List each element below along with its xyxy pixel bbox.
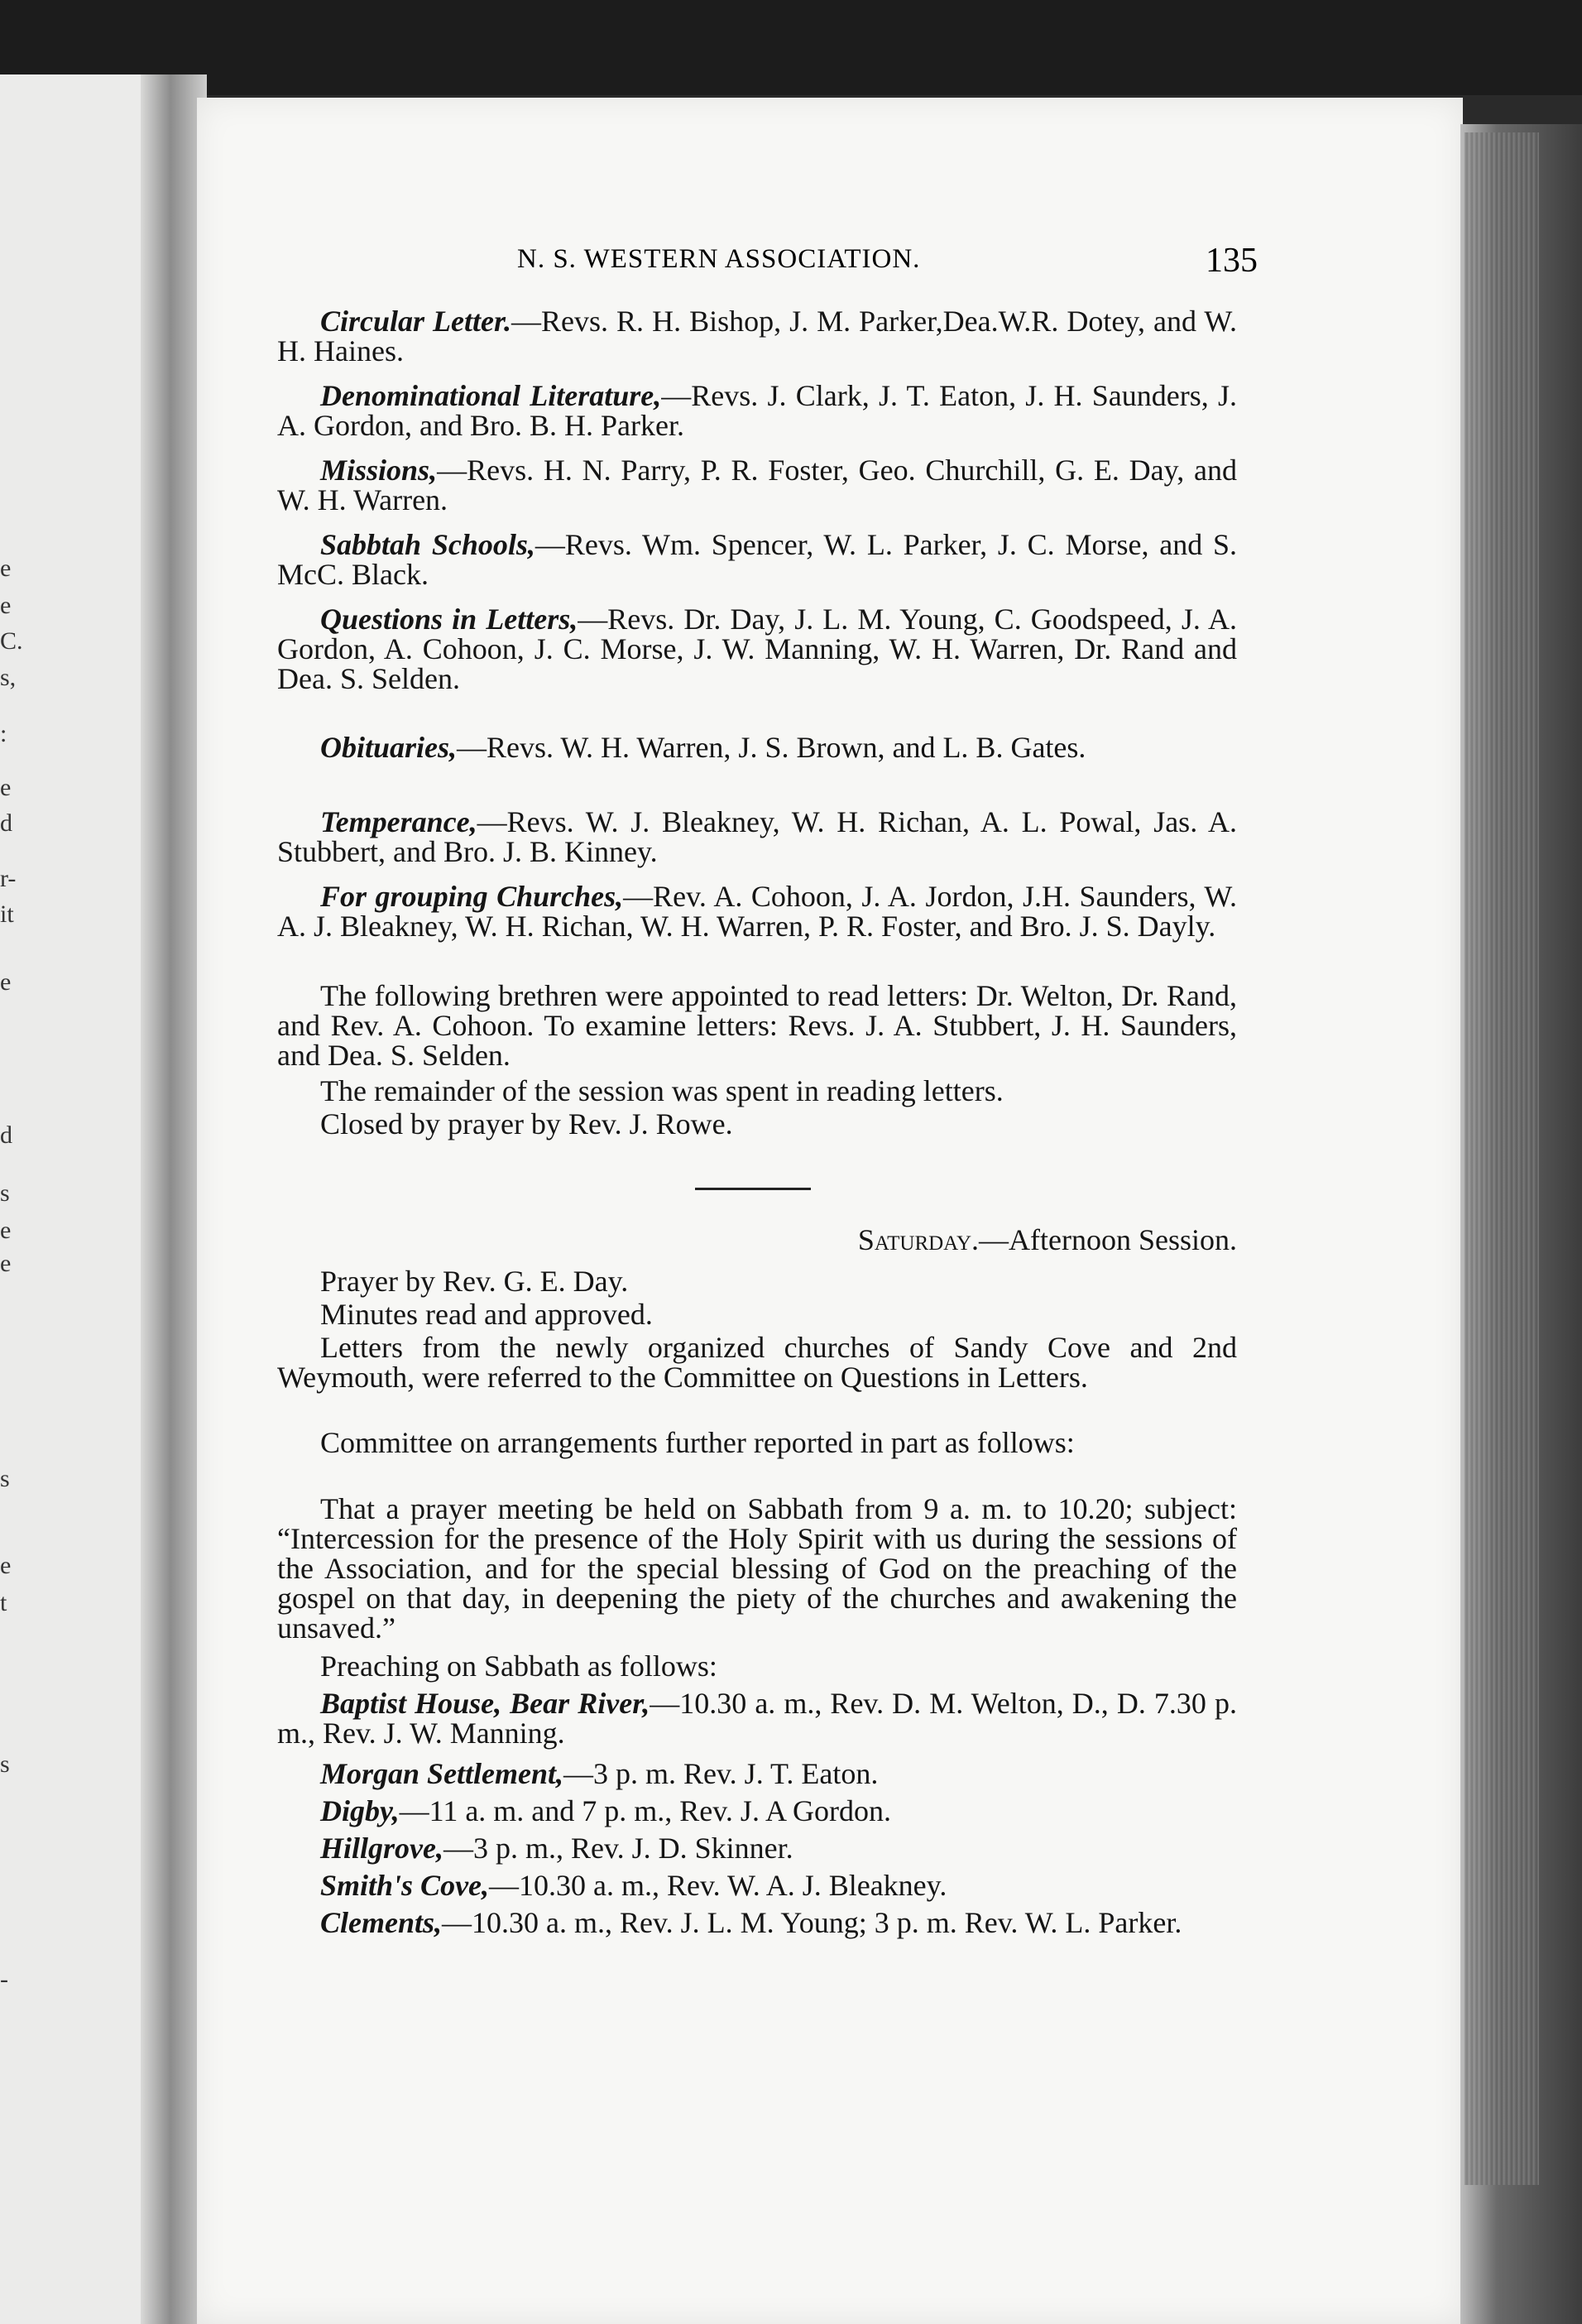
committee-members: —Revs. Wm. Spencer, W. L. Parker, J. C. Morse, and S. McC. Black. xyxy=(277,528,1237,591)
preaching-details: —3 p. m., Rev. J. D. Skinner. xyxy=(443,1832,793,1865)
afternoon-paragraph: That a prayer meeting be held on Sabbath from 9 a. m. to 10.20; subject: “Intercession for the presence of the Holy Spirit with us during the sessions of the Association, and for the special blessing of God on the preaching of the gospel on that day, in deepening the piety of the churches and awakening the unsaved.” xyxy=(277,1492,1237,1645)
committee-members: —Revs. J. Clark, J. T. Eaton, J. H. Saunders, J. A. Gordon, and Bro. B. H. Parker. xyxy=(277,379,1237,442)
preaching-entry xyxy=(277,1796,1237,1826)
committee-entry xyxy=(277,455,1237,515)
left-fragment: d xyxy=(0,809,12,837)
preaching-entry xyxy=(277,1870,1237,1900)
committee-title: Denominational Literature, xyxy=(320,379,662,412)
left-fragment: e xyxy=(0,968,12,996)
left-fragment: e xyxy=(0,555,12,582)
afternoon-paragraph: Preaching on Sabbath as follows: xyxy=(320,1649,717,1683)
left-fragment: t xyxy=(0,1589,7,1616)
afternoon-paragraph: Letters from the newly organized churches of Sandy Cove and 2nd Weymouth, were referred to the Committee on Questions in Letters. xyxy=(277,1331,1237,1394)
committee-members: —Revs. R. H. Bishop, J. M. Parker,Dea.W.R. Dotey, and W. H. Haines. xyxy=(277,305,1237,367)
preaching-entry xyxy=(277,1759,1237,1789)
committee-members: —Revs. Dr. Day, J. L. M. Young, C. Goodspeed, J. A. Gordon, A. Cohoon, J. C. Morse, J. W. Manning, W. H. Warren, Dr. Rand and Dea. S. Selden. xyxy=(277,603,1237,695)
committee-title: Obituaries, xyxy=(320,731,458,764)
left-fragment: s xyxy=(0,1465,10,1492)
left-fragment: e xyxy=(0,1217,12,1244)
preaching-details: —10.30 a. m., Rev. D. M. Welton, D., D. 7.30 p. m., Rev. J. W. Manning. xyxy=(277,1687,1237,1750)
afternoon-paragraph: Minutes read and approved. xyxy=(320,1298,653,1331)
preaching-details: —3 p. m. Rev. J. T. Eaton. xyxy=(563,1757,879,1790)
running-head: N. S. WESTERN ASSOCIATION. xyxy=(517,244,921,274)
committee-title: Questions in Letters, xyxy=(320,603,578,636)
preaching-entry xyxy=(277,1833,1237,1863)
left-fragment: e xyxy=(0,1250,12,1277)
committee-entry xyxy=(277,732,1237,762)
committee-title: Circular Letter. xyxy=(320,305,512,338)
preaching-entry xyxy=(277,1908,1237,1937)
committee-members: —Revs. W. J. Bleakney, W. H. Richan, A. L. Powal, Jas. A. Stubbert, and Bro. J. B. Kinney. xyxy=(277,805,1237,868)
left-fragment: C. xyxy=(0,627,23,655)
committee-entry xyxy=(277,604,1237,694)
committee-entry xyxy=(277,807,1237,867)
left-fragment: e xyxy=(0,592,12,619)
afternoon-paragraph: Committee on arrangements further reported in part as follows: xyxy=(320,1426,1075,1459)
left-fragment: : xyxy=(0,720,7,747)
preaching-details: —11 a. m. and 7 p. m., Rev. J. A Gordon. xyxy=(399,1794,891,1827)
appointed-readers: The following brethren were appointed to read letters: Dr. Welton, Dr. Rand, and Rev. A. Cohoon. To examine letters: Revs. J. A. Stubbert, J. H. Saunders, and Dea. S. Selden. xyxy=(277,979,1237,1072)
preaching-place: Baptist House, Bear River, xyxy=(320,1687,650,1720)
left-fragment: e xyxy=(0,774,12,801)
left-fragment: - xyxy=(0,1966,8,1993)
preaching-place: Digby, xyxy=(320,1794,400,1827)
committee-members: —Revs. H. N. Parry, P. R. Foster, Geo. Churchill, G. E. Day, and W. H. Warren. xyxy=(277,454,1237,516)
left-fragment: d xyxy=(0,1121,12,1149)
preaching-place: Clements, xyxy=(320,1906,443,1939)
left-fragment: s, xyxy=(0,664,17,691)
afternoon-paragraph: Prayer by Rev. G. E. Day. xyxy=(320,1265,629,1298)
committee-title: Sabbtah Schools, xyxy=(320,528,535,561)
preaching-place: Hillgrove, xyxy=(320,1832,443,1865)
committee-members: —Revs. W. H. Warren, J. S. Brown, and L. B. Gates. xyxy=(457,731,1086,764)
committee-title: For grouping Churches, xyxy=(320,880,624,913)
heading-session: —Afternoon Session. xyxy=(979,1223,1237,1256)
scan-dark-border xyxy=(0,0,1582,95)
heading-day: Saturday. xyxy=(857,1223,980,1256)
closing-prayer: Closed by prayer by Rev. J. Rowe. xyxy=(320,1107,733,1140)
page-header xyxy=(256,244,1258,294)
page-edges xyxy=(1465,132,1539,2185)
committee-entry xyxy=(277,530,1237,589)
left-fragment: r- xyxy=(0,865,17,892)
committee-title: Missions, xyxy=(320,454,438,487)
left-fragment: it xyxy=(0,900,14,928)
committee-members: —Rev. A. Cohoon, J. A. Jordon, J.H. Saunders, W. A. J. Bleakney, W. H. Richan, W. H. Warren, P. R. Foster, and Bro. J. S. Dayly. xyxy=(277,880,1237,943)
preaching-entry xyxy=(277,1688,1237,1748)
preaching-details: —10.30 a. m., Rev. W. A. J. Bleakney. xyxy=(489,1869,947,1902)
committee-entry xyxy=(277,306,1237,366)
section-divider xyxy=(695,1188,811,1190)
page-number: 135 xyxy=(1206,242,1258,280)
preaching-details: —10.30 a. m., Rev. J. L. M. Young; 3 p. m. Rev. W. L. Parker. xyxy=(442,1906,1182,1939)
remainder-note: The remainder of the session was spent in reading letters. xyxy=(320,1074,1004,1107)
committee-title: Temperance, xyxy=(320,805,477,838)
preaching-place: Morgan Settlement, xyxy=(320,1757,564,1790)
left-fragment: s xyxy=(0,1750,10,1778)
committee-entry xyxy=(277,881,1237,941)
left-fragment: s xyxy=(0,1179,10,1207)
preaching-place: Smith's Cove, xyxy=(320,1869,490,1902)
left-fragment: e xyxy=(0,1552,12,1579)
committee-entry xyxy=(277,381,1237,440)
section-heading xyxy=(277,1225,1237,1255)
